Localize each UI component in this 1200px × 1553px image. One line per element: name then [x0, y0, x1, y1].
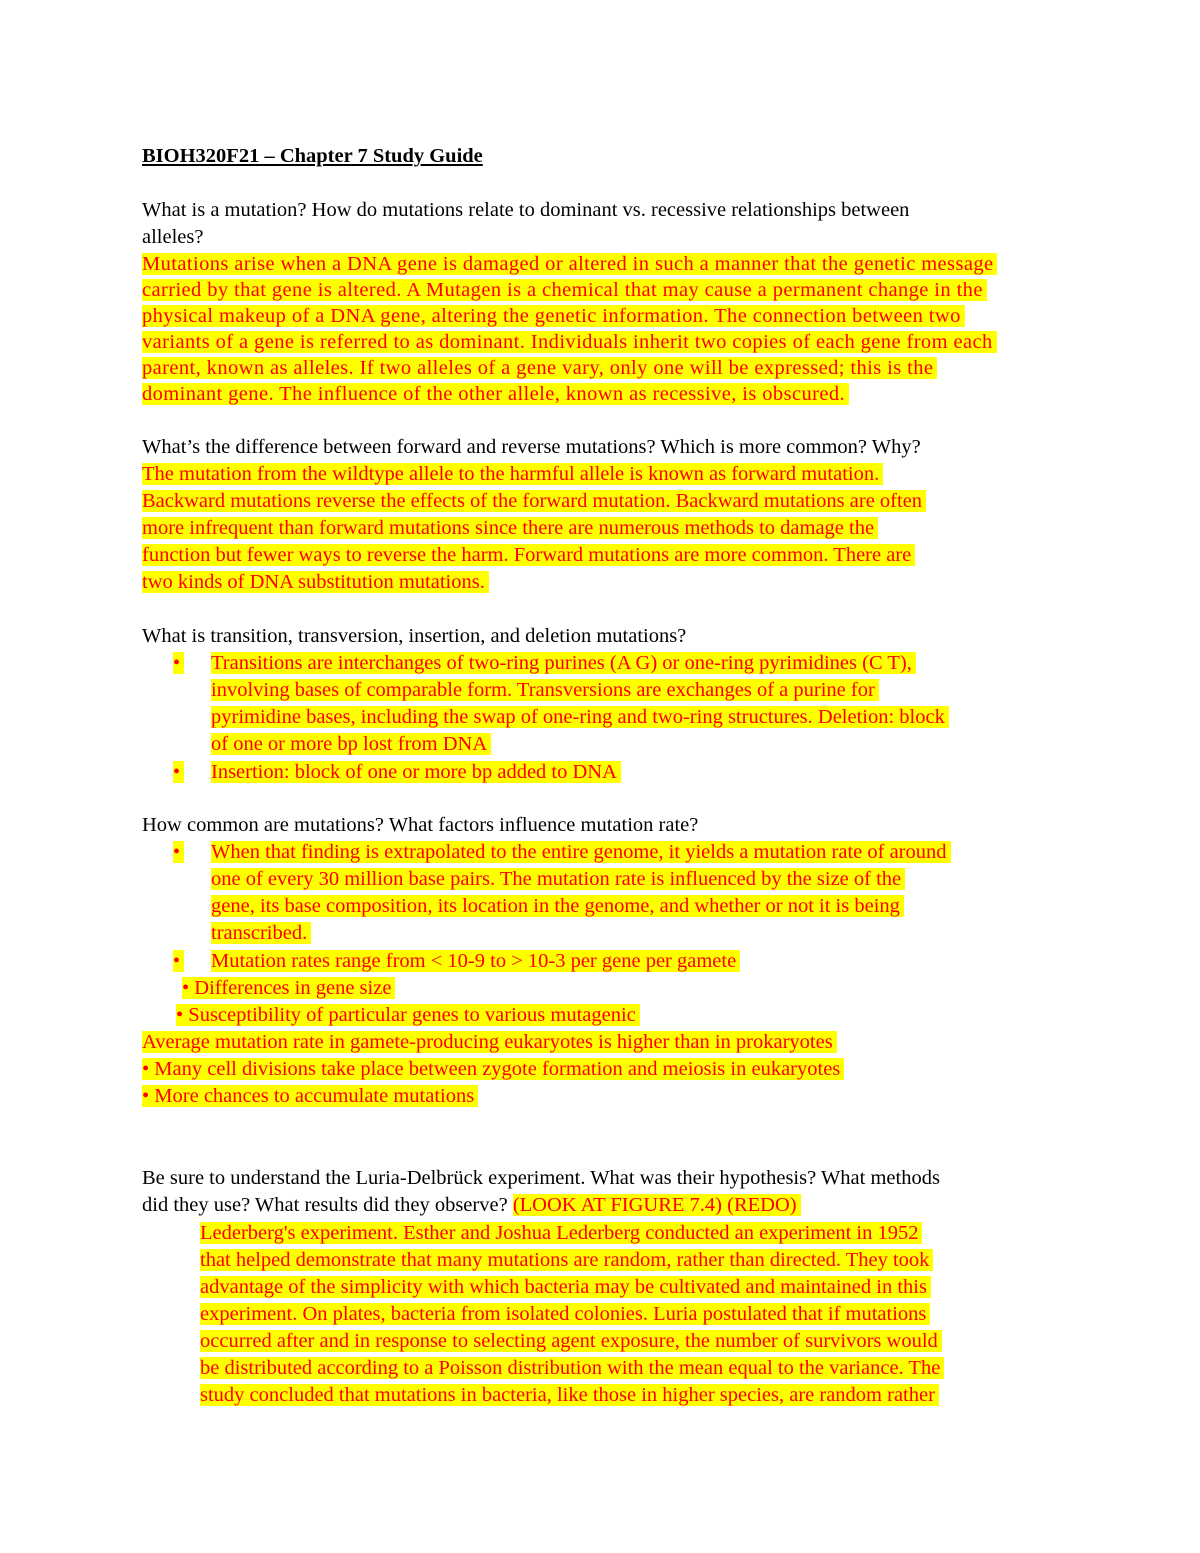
bullet-icon: • — [173, 841, 184, 863]
answer-2-line: two kinds of DNA substitution mutations. — [142, 571, 489, 593]
question-1-line-1: What is a mutation? How do mutations relate to dominant vs. recessive relationships between — [142, 199, 910, 221]
document-title: BIOH320F21 – Chapter 7 Study Guide — [142, 145, 483, 167]
bullet-icon: • — [173, 950, 184, 972]
answer-1-line: Mutations arise when a DNA gene is damaged or altered in such a manner that the genetic message — [142, 253, 997, 275]
answer-5-line: occurred after and in response to selecting agent exposure, the number of survivors would — [200, 1330, 942, 1352]
bullet-icon: • — [173, 652, 184, 674]
question-3: What is transition, transversion, insertion, and deletion mutations? — [142, 625, 687, 647]
sub-bullet-line: • Differences in gene size — [182, 977, 395, 999]
answer-1-line: physical makeup of a DNA gene, altering the genetic information. The connection between two — [142, 305, 965, 327]
answer-2-line: more infrequent than forward mutations since there are numerous methods to damage the — [142, 517, 878, 539]
question-5-note: (LOOK AT FIGURE 7.4) (REDO) — [513, 1194, 801, 1216]
answer-1-line: carried by that gene is altered. A Mutagen is a chemical that may cause a permanent change in the — [142, 279, 987, 301]
bullet-text-line: gene, its base composition, its location in the genome, and whether or not it is being — [211, 895, 904, 917]
answer-5-line: Lederberg's experiment. Esther and Joshua Lederberg conducted an experiment in 1952 — [200, 1222, 922, 1244]
question-4: How common are mutations? What factors influence mutation rate? — [142, 814, 699, 836]
answer-1-line: dominant gene. The influence of the other allele, known as recessive, is obscured. — [142, 383, 849, 405]
sub-bullet-line: • Susceptibility of particular genes to various mutagenic — [176, 1004, 640, 1026]
bullet-text-line: Transitions are interchanges of two-ring purines (A G) or one-ring pyrimidines (C T), — [211, 652, 916, 674]
answer-2-line: The mutation from the wildtype allele to the harmful allele is known as forward mutation. — [142, 463, 883, 485]
answer-1-line: parent, known as alleles. If two alleles of a gene vary, only one will be expressed; this is the — [142, 357, 937, 379]
question-2: What’s the difference between forward and reverse mutations? Which is more common? Why? — [142, 436, 921, 458]
bullet-text-line: transcribed. — [211, 922, 311, 944]
question-5-line-2 — [142, 1192, 801, 1219]
answer-4-line: • Many cell divisions take place between zygote formation and meiosis in eukaryotes — [142, 1058, 844, 1080]
answer-5-line: advantage of the simplicity with which bacteria may be cultivated and maintained in this — [200, 1276, 931, 1298]
bullet-text-line: pyrimidine bases, including the swap of one-ring and two-ring structures. Deletion: block — [211, 706, 949, 728]
question-5-text: did they use? What results did they observe? — [142, 1194, 508, 1216]
bullet-text-line: of one or more bp lost from DNA — [211, 733, 491, 755]
answer-5-line: that helped demonstrate that many mutations are random, rather than directed. They took — [200, 1249, 933, 1271]
answer-5-line: experiment. On plates, bacteria from isolated colonies. Luria postulated that if mutations — [200, 1303, 930, 1325]
bullet-icon: • — [173, 761, 184, 783]
answer-5-line: be distributed according to a Poisson distribution with the mean equal to the variance. The — [200, 1357, 944, 1379]
answer-2-line: Backward mutations reverse the effects of the forward mutation. Backward mutations are often — [142, 490, 926, 512]
answer-1-line: variants of a gene is referred to as dominant. Individuals inherit two copies of each gene from each — [142, 331, 997, 353]
bullet-text-line: one of every 30 million base pairs. The mutation rate is influenced by the size of the — [211, 868, 905, 890]
bullet-text-line: Mutation rates range from < 10-9 to > 10-3 per gene per gamete — [211, 950, 740, 972]
question-5-line-1: Be sure to understand the Luria-Delbrück experiment. What was their hypothesis? What methods — [142, 1167, 940, 1189]
answer-2-line: function but fewer ways to reverse the harm. Forward mutations are more common. There are — [142, 544, 915, 566]
bullet-text-line: When that finding is extrapolated to the entire genome, it yields a mutation rate of around — [211, 841, 951, 863]
answer-4-line: • More chances to accumulate mutations — [142, 1085, 478, 1107]
answer-5-line: study concluded that mutations in bacteria, like those in higher species, are random rather — [200, 1384, 939, 1406]
bullet-text-line: involving bases of comparable form. Transversions are exchanges of a purine for — [211, 679, 879, 701]
answer-4-line: Average mutation rate in gamete-producing eukaryotes is higher than in prokaryotes — [142, 1031, 837, 1053]
question-1-line-2: alleles? — [142, 226, 204, 248]
bullet-text-line: Insertion: block of one or more bp added to DNA — [211, 761, 621, 783]
